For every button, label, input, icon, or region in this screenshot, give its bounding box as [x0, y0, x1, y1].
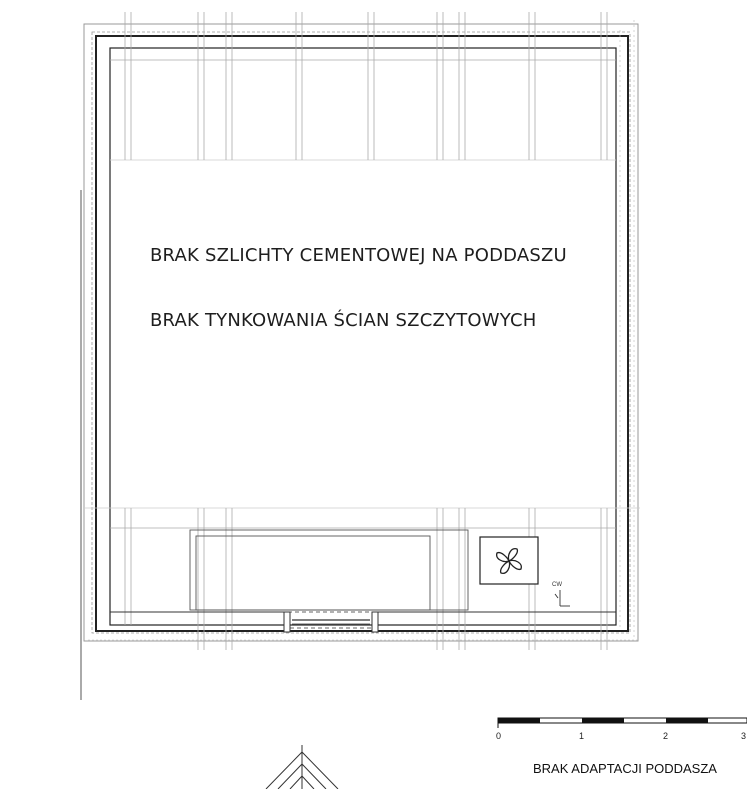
- scale-tick-label: 3: [741, 731, 747, 741]
- ventilation-fan-icon: [480, 537, 538, 584]
- scale-tick-label: 0: [496, 731, 502, 741]
- scale-tick-label: 2: [663, 731, 669, 741]
- top-rafters: [110, 12, 616, 160]
- note-no-gable-plaster: BRAK TYNKOWANIA ŚCIAN SZCZYTOWYCH: [150, 310, 537, 331]
- scale-bar: [498, 718, 747, 728]
- drawing-title: BRAK ADAPTACJI PODDASZA: [533, 761, 717, 776]
- bottom-rafters: [84, 508, 640, 650]
- cw-label: CW: [552, 582, 562, 588]
- outer-wall: [84, 24, 638, 641]
- cw-symbol: [555, 590, 570, 606]
- scale-tick-label: 1: [579, 731, 585, 741]
- bottom-wall-opening: [284, 612, 378, 632]
- north-arrow-icon: [266, 745, 338, 789]
- note-no-cement-screed: BRAK SZLICHTY CEMENTOWEJ NA PODDASZU: [150, 245, 567, 266]
